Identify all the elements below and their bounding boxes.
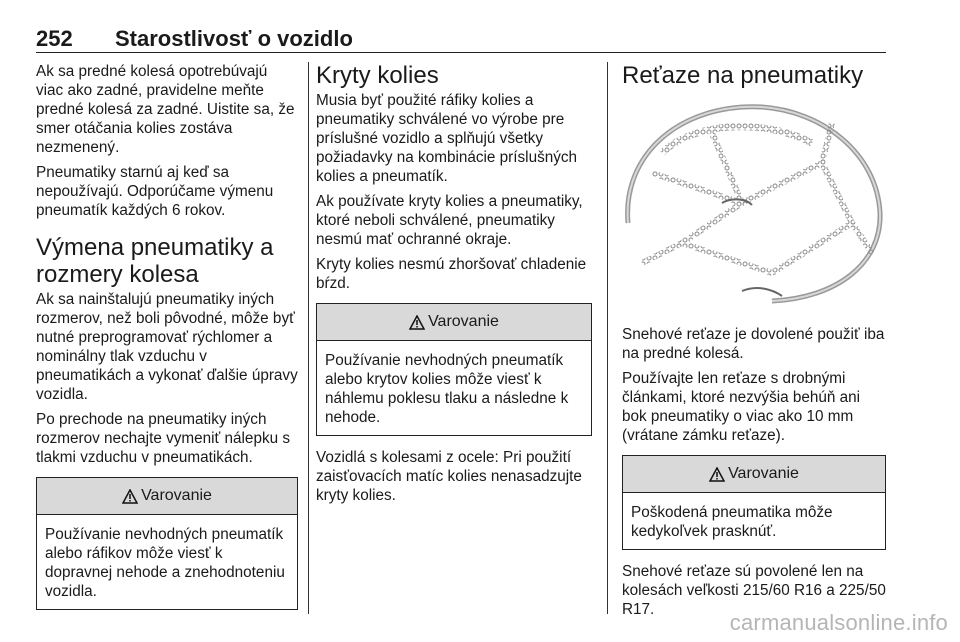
- section-heading: Reťaze na pneumatiky: [622, 62, 864, 89]
- warning-box: [36, 477, 298, 610]
- warning-title: Varovanie: [141, 487, 212, 504]
- warning-text: Poškodená pneumatika môže kedykoľvek prasknúť.: [631, 504, 833, 540]
- page-header: [36, 20, 886, 53]
- warning-header: [37, 478, 297, 515]
- warning-title: Varovanie: [428, 313, 499, 330]
- paragraph: Používajte len reťaze s drobnými článkami, ktoré nezvýšia behúň ani bok pneumatiky o viac ako 10 mm (vrátane zámku reťaze).: [622, 370, 861, 444]
- warning-header: [623, 456, 885, 493]
- warning-triangle-icon: [409, 315, 425, 330]
- paragraph: Snehové reťaze je dovolené použiť iba na predné kolesá.: [622, 326, 885, 362]
- section-heading: Kryty kolies: [316, 62, 439, 89]
- paragraph: Pneumatiky starnú aj keď sa nepoužívajú. Odporúčame výmenu pneumatík každých 6 rokov.: [36, 164, 274, 219]
- warning-box: [622, 455, 886, 550]
- snow-chain-drawing: [622, 93, 886, 307]
- paragraph: Ak sa predné kolesá opotrebúvajú viac ako zadné, pravidelne meňte predné kolesá za zadné. Uistite sa, že smer otáčania kolies zostáva nezmenený.: [36, 63, 295, 156]
- watermark: carmanualsonline.info: [729, 610, 948, 635]
- warning-text: Používanie nevhodných pneumatík alebo ráfikov môže viesť k dopravnej nehode a znehodnoteniu vozidla.: [45, 526, 285, 600]
- paragraph: Snehové reťaze sú povolené len na kolesách veľkosti 215/60 R16 a 225/50 R17.: [622, 563, 886, 618]
- warning-text: Používanie nevhodných pneumatík alebo krytov kolies môže viesť k náhlemu poklesu tlaku a následne k nehode.: [325, 352, 569, 426]
- section-heading: Výmena pneumatiky a rozmery kolesa: [36, 234, 274, 288]
- paragraph: Po prechode na pneumatiky iných rozmerov nechajte vymeniť nálepku s tlakmi vzduchu v pneumatikách.: [36, 411, 291, 466]
- paragraph: Vozidlá s kolesami z ocele: Pri použití zaisťovacích matíc kolies nenasadzujte kryty kolies.: [316, 449, 582, 504]
- chapter-title: Starostlivosť o vozidlo: [115, 26, 353, 51]
- column-right: [622, 62, 886, 625]
- warning-title: Varovanie: [728, 465, 799, 482]
- paragraph: Musia byť použité ráfiky kolies a pneumatiky schválené vo výrobe pre príslušné vozidlo a splňujú všetky požiadavky na kombinácie príslušných kolies a pneumatík.: [316, 92, 578, 185]
- paragraph: Kryty kolies nesmú zhoršovať chladenie bŕzd.: [316, 256, 587, 292]
- warning-triangle-icon: [122, 489, 138, 504]
- paragraph: Ak používate kryty kolies a pneumatiky, ktoré neboli schválené, pneumatiky nesmú mať ochranné okraje.: [316, 193, 583, 248]
- column-left: [36, 62, 298, 622]
- warning-box: [316, 303, 592, 436]
- snow-chain-illustration: [622, 93, 886, 307]
- warning-header: [317, 304, 591, 341]
- column-divider: [308, 62, 309, 614]
- paragraph: Ak sa nainštalujú pneumatiky iných rozmerov, než boli pôvodné, môže byť nutné preprogramovať rýchlomer a nominálny tlak vzduchu v pneumatikách a vykonať ďalšie úpravy vozidla.: [36, 291, 298, 403]
- warning-triangle-icon: [709, 467, 725, 482]
- page-number: 252: [36, 26, 73, 51]
- column-divider: [607, 62, 608, 614]
- column-middle: [316, 62, 592, 511]
